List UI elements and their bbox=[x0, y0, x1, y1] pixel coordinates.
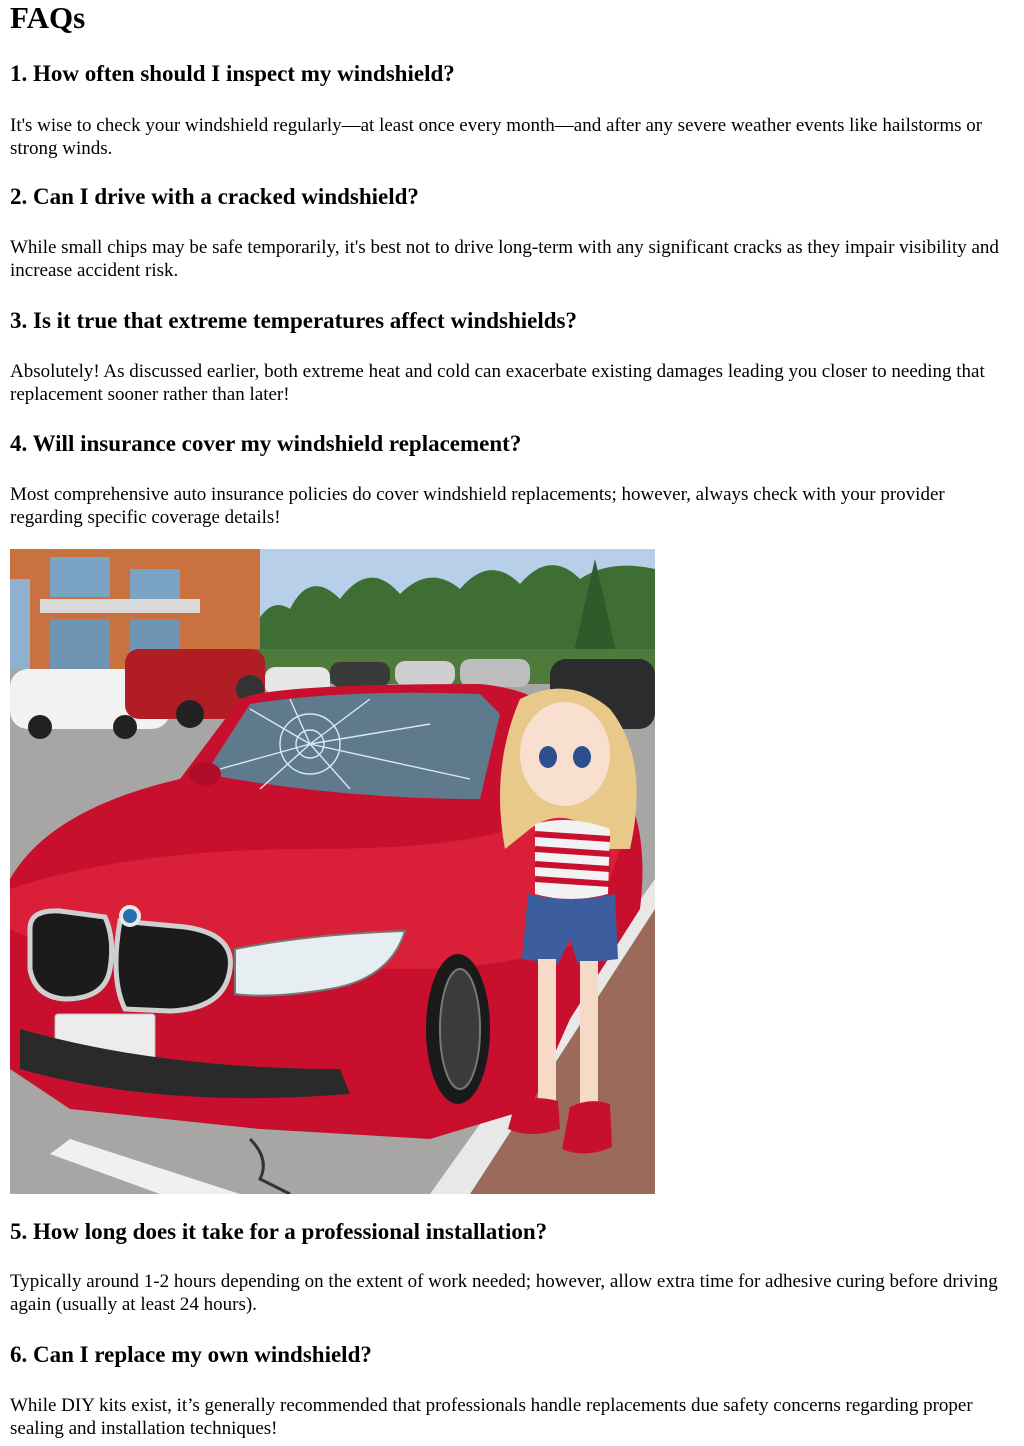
faq-question-1: 1. How often should I inspect my windshield? bbox=[10, 61, 455, 86]
faq-question-5: 5. How long does it take for a professional installation? bbox=[10, 1219, 548, 1244]
faq-answer-5: Typically around 1-2 hours depending on the extent of work needed; however, allow extra time for adhesive curing before driving again (usually at least 24 hours). bbox=[10, 1271, 998, 1315]
faq-question-6: 6. Can I replace my own windshield? bbox=[10, 1342, 372, 1367]
faq-page bbox=[10, 0, 1010, 1439]
faq-question-2: 2. Can I drive with a cracked windshield? bbox=[10, 184, 419, 209]
faq-answer-6: While DIY kits exist, it’s generally recommended that professionals handle replacements due safety concerns regarding proper sealing and installation techniques! bbox=[10, 1395, 973, 1439]
faq-answer-1: It's wise to check your windshield regularly—at least once every month—and after any severe weather events like hailstorms or strong winds. bbox=[10, 115, 983, 159]
faq-answer-2: While small chips may be safe temporarily, it's best not to drive long-term with any significant cracks as they impair visibility and increase accident risk. bbox=[10, 237, 999, 281]
faq-answer-4: Most comprehensive auto insurance policies do cover windshield replacements; however, always check with your provider regarding specific coverage details! bbox=[10, 484, 945, 528]
cracked-windshield-car-image bbox=[10, 549, 655, 1194]
faq-question-3: 3. Is it true that extreme temperatures affect windshields? bbox=[10, 308, 578, 333]
page-title: FAQs bbox=[10, 0, 86, 35]
faq-question-4: 4. Will insurance cover my windshield replacement? bbox=[10, 431, 522, 456]
faq-answer-3: Absolutely! As discussed earlier, both extreme heat and cold can exacerbate existing damages leading you closer to needing that replacement sooner rather than later! bbox=[10, 361, 985, 405]
